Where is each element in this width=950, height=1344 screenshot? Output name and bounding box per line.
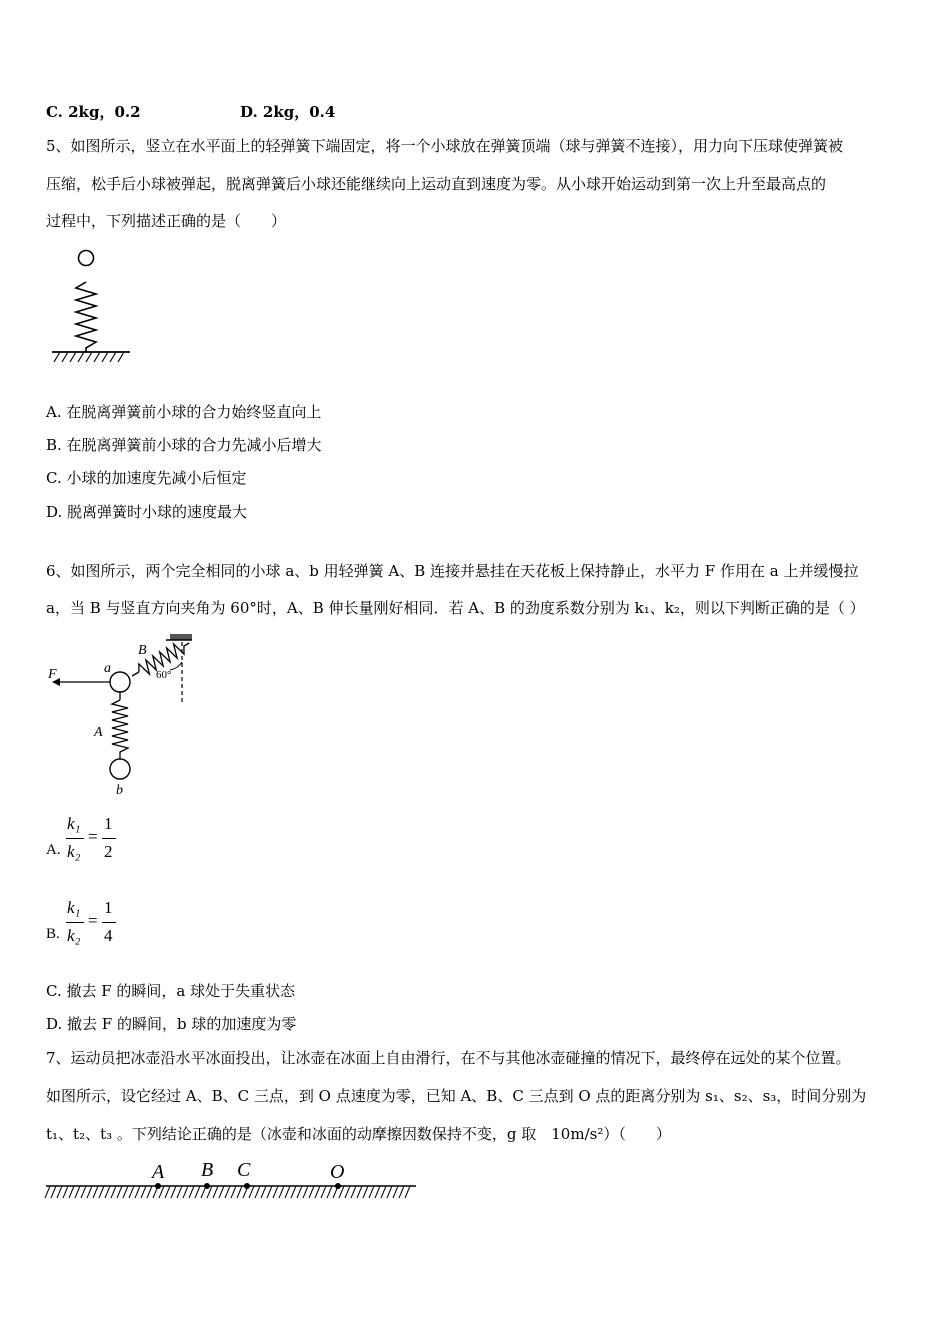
equals-sign: = (88, 911, 98, 930)
q6-option-a (46, 812, 126, 868)
point-c-icon (244, 1183, 250, 1189)
point-b-icon (204, 1183, 210, 1189)
point-a-icon (155, 1183, 161, 1189)
label-point-O: O (330, 1161, 345, 1183)
label-point-A: A (152, 1161, 165, 1183)
q4-option-c: C. 2kg，0.2 (46, 103, 141, 121)
q5-option-c: C. 小球的加速度先减小后恒定 (46, 469, 247, 487)
ball-b-icon (110, 759, 130, 779)
fraction-numerator: k₁ (67, 898, 81, 917)
q5-option-a: A. 在脱离弹簧前小球的合力始终竖直向上 (46, 403, 322, 421)
label-angle: 60° (156, 669, 172, 681)
q6-option-d: D. 撤去 F 的瞬间，b 球的加速度为零 (46, 1015, 297, 1033)
q5-stem-line-3: 过程中，下列描述正确的是（ ） (46, 212, 287, 230)
ceiling-icon (166, 634, 192, 640)
q4-option-d: D. 2kg，0.4 (240, 103, 336, 121)
equals-sign: = (88, 827, 98, 846)
ratio-denominator: 2 (104, 842, 113, 861)
label-point-B: B (201, 1159, 214, 1181)
ratio-numerator: 1 (104, 898, 113, 917)
label-b: b (116, 783, 123, 798)
q6-stem-line-1: 6、如图所示，两个完全相同的小球 a、b 用轻弹簧 A、B 连接并悬挂在天花板上保持静止，水平力 F 作用在 a 上并缓慢拉 (46, 562, 859, 580)
spring-a-icon (112, 692, 128, 759)
point-o-icon (335, 1183, 341, 1189)
q7-stem-line-2: 如图所示，设它经过 A、B、C 三点，到 O 点速度为零，已知 A、B、C 三点到 O 点的距离分别为 s₁、s₂、s₃，时间分别为 (46, 1087, 867, 1105)
option-prefix: A. (46, 842, 61, 858)
label-A: A (94, 725, 103, 740)
ratio-denominator: 4 (104, 926, 113, 945)
q7-stem-line-1: 7、运动员把冰壶沿水平冰面投出，让冰壶在冰面上自由滑行，在不与其他冰壶碰撞的情况下，最终停在远处的某个位置。 (46, 1049, 851, 1067)
label-F: F (48, 667, 57, 682)
label-a: a (104, 661, 111, 676)
q5-option-b: B. 在脱离弹簧前小球的合力先减小后增大 (46, 436, 322, 454)
ratio-numerator: 1 (104, 814, 113, 833)
q5-stem-line-1: 5、如图所示，竖立在水平面上的轻弹簧下端固定，将一个小球放在弹簧顶端（球与弹簧不连接），用力向下压球使弹簧被 (46, 137, 844, 155)
q7-stem-line-3: t₁、t₂、t₃ 。下列结论正确的是（冰壶和冰面的动摩擦因数保持不变，g 取 10m/s²）（ ） (46, 1125, 671, 1143)
fraction-numerator: k₁ (67, 814, 81, 833)
fraction-denominator: k₂ (67, 926, 81, 945)
q6-option-c: C. 撤去 F 的瞬间，a 球处于失重状态 (46, 982, 296, 1000)
q6-stem-line-2: a，当 B 与竖直方向夹角为 60°时，A、B 伸长量刚好相同．若 A、B 的劲度系数分别为 k₁、k₂，则以下判断正确的是（ ） (46, 599, 865, 617)
q5-stem-line-2: 压缩，松手后小球被弹起，脱离弹簧后小球还能继续向上运动直到速度为零。从小球开始运动到第一次上升至最高点的 (46, 175, 827, 193)
spring-icon (76, 282, 96, 352)
q6-option-b (46, 896, 126, 952)
ball-a-icon (110, 672, 130, 692)
q7-ice-surface-figure (44, 1156, 420, 1204)
q5-option-d: D. 脱离弹簧时小球的速度最大 (46, 503, 248, 521)
ball-icon (79, 251, 94, 266)
fraction-denominator: k₂ (67, 842, 81, 861)
ice-hatch-icon (45, 1186, 410, 1198)
label-point-C: C (237, 1159, 251, 1181)
q6-two-springs-figure (46, 632, 196, 800)
option-prefix: B. (46, 926, 60, 942)
ground-hatch-icon (54, 352, 124, 362)
q5-spring-ball-figure (48, 244, 138, 366)
label-B: B (138, 643, 147, 658)
